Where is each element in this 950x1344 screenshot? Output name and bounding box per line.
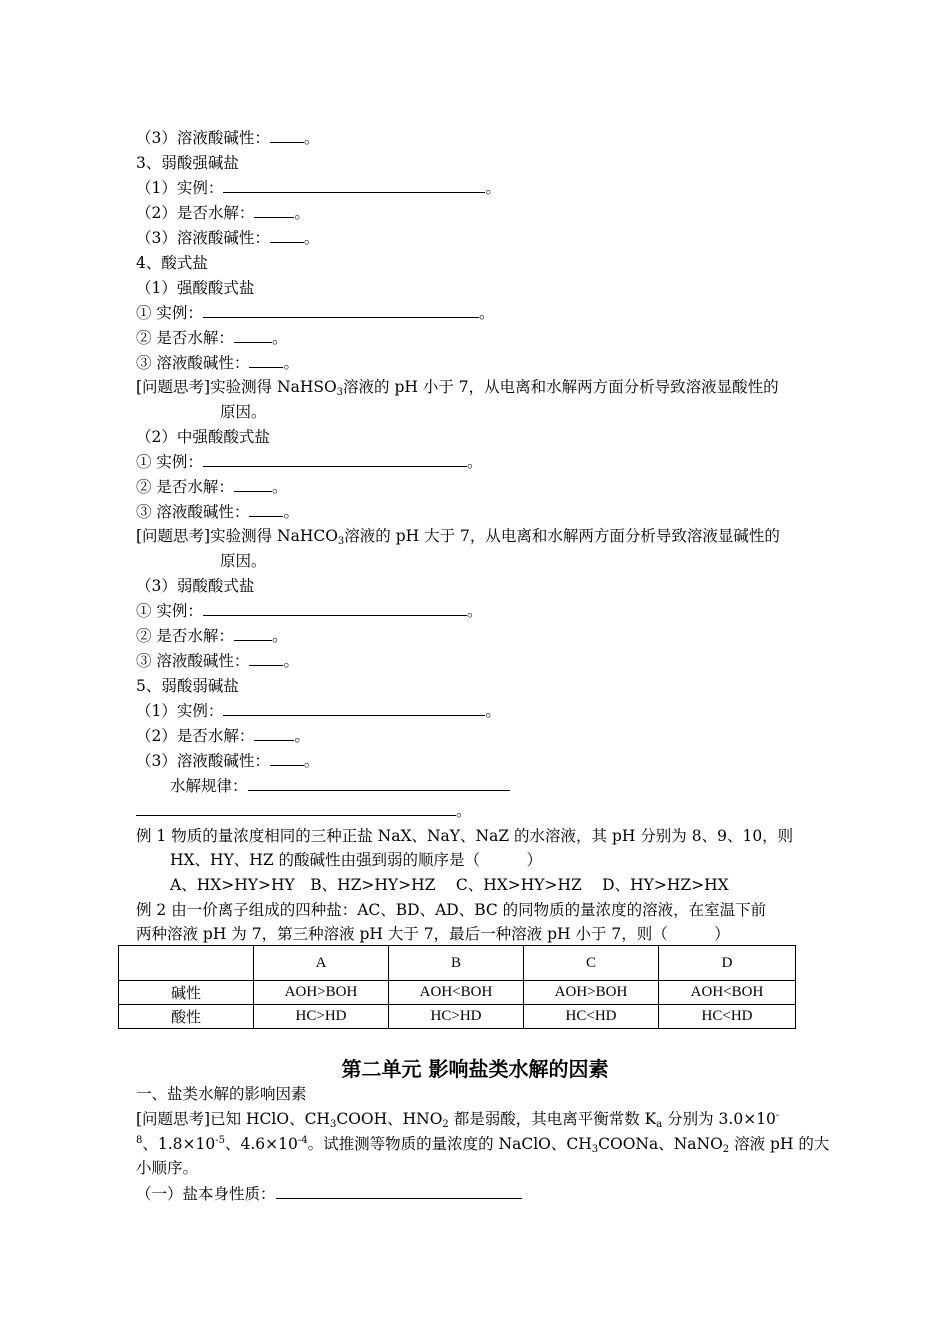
question-1: [问题思考]实验测得 NaHSO$_3$溶液的 pH 小于 7，从电离和水解两方面分析导致溶液显酸性的 [136, 378, 779, 398]
table-cell: HC>HD [254, 1005, 389, 1029]
table-cell: 酸性 [119, 1005, 254, 1029]
blank[interactable] [223, 178, 485, 193]
table-header-cell: D [659, 946, 796, 981]
table-row [119, 981, 796, 1005]
table-header-cell: A [254, 946, 389, 981]
a1-line: ① 实例： 。 [136, 304, 495, 322]
blank[interactable] [249, 353, 283, 368]
blank[interactable] [254, 726, 294, 741]
p1-line: （一）盐本身性质： [136, 1184, 522, 1204]
blank[interactable] [203, 303, 479, 318]
example-1-line2: HX、HY、HZ 的酸碱性由强到弱的顺序是（ ） [170, 851, 543, 869]
options-table [118, 945, 796, 1029]
blank[interactable] [223, 701, 485, 716]
table-cell: HC>HD [389, 1005, 524, 1029]
heading-4: 4、酸式盐 [136, 254, 208, 272]
heading-5: 5、弱酸弱碱盐 [136, 677, 239, 695]
blank[interactable] [234, 477, 272, 492]
table-cell: HC<HD [659, 1005, 796, 1029]
blank[interactable] [276, 1184, 522, 1199]
a2-line: ② 是否水解： 。 [136, 329, 288, 347]
s2-3-line: （3）溶液酸碱性： 。 [136, 129, 320, 147]
blank[interactable] [234, 328, 272, 343]
question-2-line2: 原因。 [220, 552, 267, 570]
s5-1-line: （1）实例： 。 [136, 702, 501, 720]
example-1-options: A、HX>HY>HY B、HZ>HY>HZ C、HX>HY>HZ D、HY>HZ>HX [170, 876, 729, 894]
blank[interactable] [270, 228, 304, 243]
question-2: [问题思考]实验测得 NaHCO$_3$溶液的 pH 大于 7，从电离和水解两方面分析导致溶液显碱性的 [136, 527, 780, 547]
s3-2-line: （2）是否水解： 。 [136, 204, 310, 222]
b3-line: ③ 溶液酸碱性： 。 [136, 503, 299, 521]
heading-4-1: （1）强酸酸式盐 [136, 279, 255, 297]
blank[interactable] [270, 128, 304, 143]
table-cell: AOH<BOH [659, 981, 796, 1005]
blank[interactable] [203, 601, 467, 616]
example-2-line2: 两种溶液 pH 为 7，第三种溶液 pH 大于 7，最后一种溶液 pH 小于 7，则（ ） [136, 925, 730, 943]
section-title: 第二单元 影响盐类水解的因素 [341, 1057, 609, 1081]
example-1-line1: 例 1 物质的量浓度相同的三种正盐 NaX、NaY、NaZ 的水溶液，其 pH 分别为 8、9、10，则 [136, 827, 794, 845]
table-cell: HC<HD [524, 1005, 659, 1029]
c1-line: ① 实例： 。 [136, 602, 483, 620]
c2-line: ② 是否水解： 。 [136, 627, 288, 645]
blank[interactable] [248, 776, 510, 791]
table-cell: 碱性 [119, 981, 254, 1005]
c3-line: ③ 溶液酸碱性： 。 [136, 652, 299, 670]
rule-line: 水解规律： [170, 776, 510, 796]
blank[interactable] [249, 502, 283, 517]
section2-heading: 一、盐类水解的影响因素 [136, 1085, 307, 1103]
blank[interactable] [203, 452, 467, 467]
blank[interactable] [254, 203, 294, 218]
table-cell: AOH>BOH [254, 981, 389, 1005]
s3-1-line: （1）实例： 。 [136, 179, 501, 197]
table-header-cell: C [524, 946, 659, 981]
question-3-line2: $^8$、$1.8\times 10^{-5}$、$4.6\times 10^{-4}$。试推测等物质的量浓度的 NaClO、$CH_3COONa$、NaNO$_2$ 溶液 pH 的大 [136, 1135, 830, 1155]
b2-line: ② 是否水解： 。 [136, 478, 288, 496]
table-row [119, 1005, 796, 1029]
blank[interactable] [270, 751, 304, 766]
s5-2-line: （2）是否水解： 。 [136, 727, 310, 745]
rule-line-2: 。 [136, 801, 472, 821]
example-2-line1: 例 2 由一价离子组成的四种盐：AC、BD、AD、BC 的同物质的量浓度的溶液，在室温下前 [136, 901, 767, 919]
blank[interactable] [136, 801, 456, 816]
question-3-line3: 小顺序。 [136, 1159, 199, 1177]
heading-3: 3、弱酸强碱盐 [136, 154, 239, 172]
table-header-cell [119, 946, 254, 981]
table-header-row [119, 946, 796, 981]
a3-line: ③ 溶液酸碱性： 。 [136, 354, 299, 372]
heading-4-2: （2）中强酸酸式盐 [136, 428, 270, 446]
table-header-cell: B [389, 946, 524, 981]
question-3: [问题思考]已知 HClO、$CH_3COOH$、$HNO_2$ 都是弱酸，其电离平衡常数 $K_a$ 分别为 3.0×10- [136, 1110, 780, 1130]
s3-3-line: （3）溶液酸碱性： 。 [136, 229, 320, 247]
blank[interactable] [234, 626, 272, 641]
s5-3-line: （3）溶液酸碱性： 。 [136, 752, 320, 770]
b1-line: ① 实例： 。 [136, 453, 483, 471]
question-1-line2: 原因。 [220, 403, 267, 421]
heading-4-3: （3）弱酸酸式盐 [136, 577, 255, 595]
table-cell: AOH>BOH [524, 981, 659, 1005]
table-cell: AOH<BOH [389, 981, 524, 1005]
blank[interactable] [249, 651, 283, 666]
